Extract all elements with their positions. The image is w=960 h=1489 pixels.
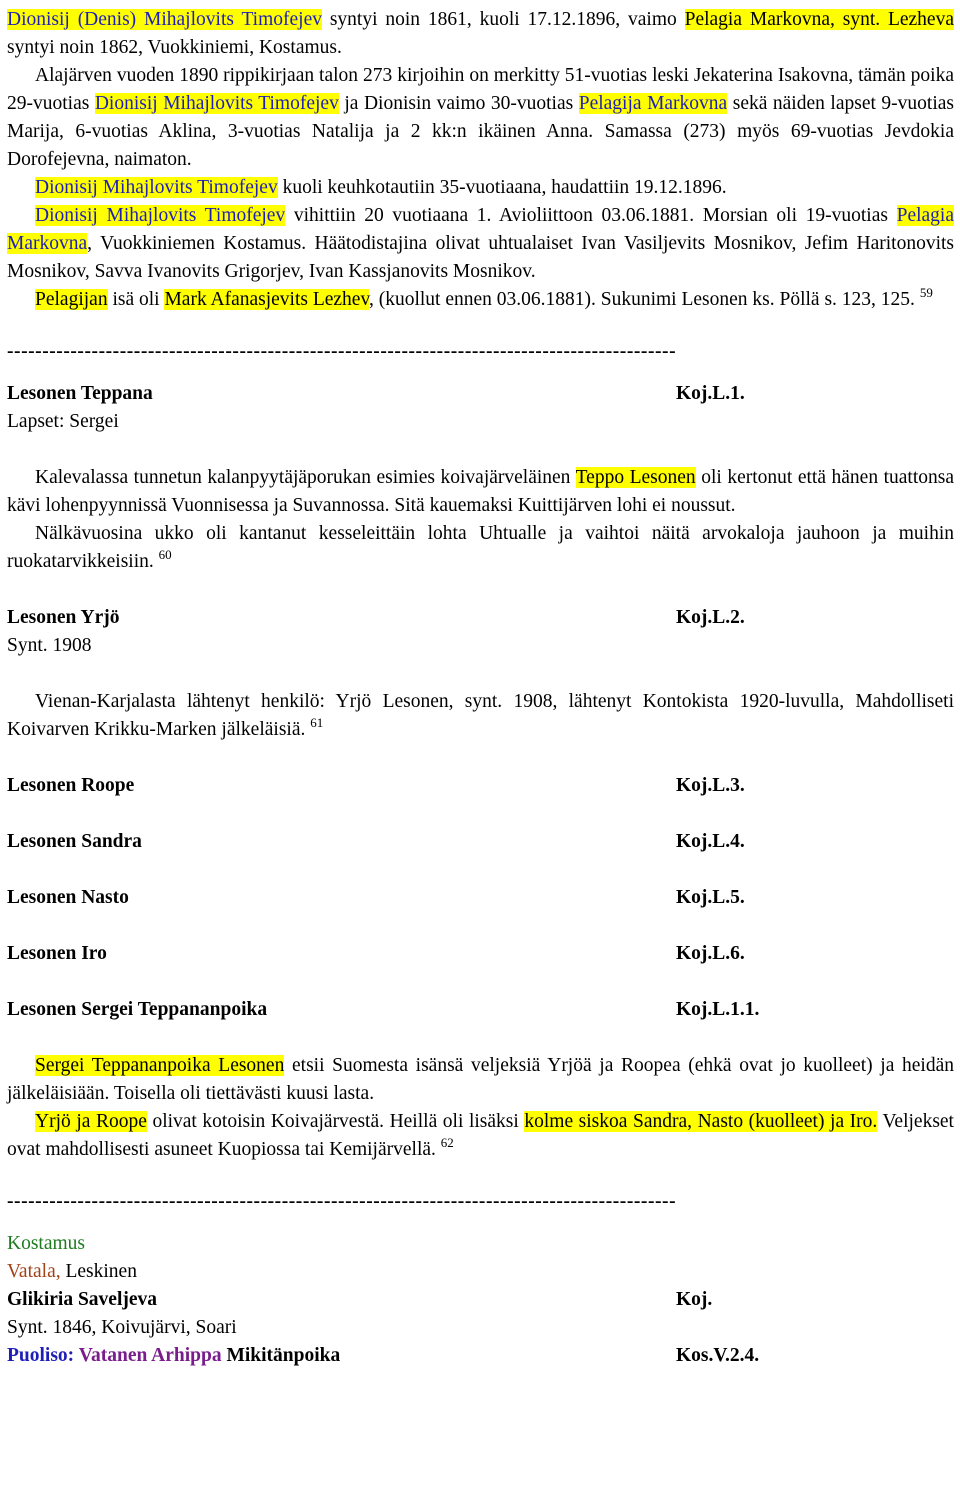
text: etsii Suomesta isänsä veljeksiä Yrjöä ja Roopea (ehkä ovat jo kuolleet) ja heidän jälkeläisiään. Toisella oli tiettävästi kuusi lasta. [7,1055,954,1104]
text: isä oli [107,289,165,310]
text: olivat kotoisin Koivajärvestä. Heillä oli lisäksi [146,1111,525,1132]
person-header [7,772,954,800]
text: Leskinen [60,1261,137,1282]
person-code: Koj.L.1.1. [676,999,760,1020]
name-pelagijan: Pelagijan [35,289,108,310]
family-line [7,1258,954,1286]
paragraph-teppana [7,464,954,520]
text: kuoli keuhkotautiin 35-vuotiaana, haudattiin 19.12.1896. [277,177,727,198]
separator-line: ----------------------------------------------------------------------------------------------- [7,341,677,362]
person-header [7,828,954,856]
person-name: Glikiria Saveljeva [7,1289,158,1310]
name-dionisij: Dionisij Mihajlovits Timofejev [35,177,278,198]
spouse-code: Kos.V.2.4. [676,1345,760,1366]
person-born: Synt. 1908 [7,635,92,656]
spouse-label: Puoliso: [7,1345,79,1366]
paragraph-father [7,286,954,314]
name-sergei: Sergei Teppananpoika Lesonen [35,1055,285,1076]
paragraph-marriage [7,202,954,286]
text: oli kertonut että hänen tuattonsa kävi lohenpyynnissä Vuonnisessa ja Suvannossa. Sitä kauemaksi Kuittijärven lohi ei noussut. [7,467,954,516]
name-dionisij: Dionisij Mihajlovits Timofejev [35,205,286,226]
text: Veljekset ovat mahdollisesti asuneet Kuopiossa tai Kemijärvellä. [7,1111,954,1160]
name-pelagija: Pelagija Markovna [578,93,728,114]
footnote-ref: 61 [310,715,324,730]
person-name: Lesonen Iro [7,943,107,964]
name-dionisij: Dionisij Mihajlovits Timofejev [94,93,339,114]
separator-line: ----------------------------------------------------------------------------------------------- [7,1191,677,1212]
text: syntyi noin 1861, kuoli 17.12.1896, vaimo [321,9,685,30]
name-yrjo-roope: Yrjö ja Roope [35,1111,147,1132]
spouse-patronymic: Mikitänpoika [221,1345,341,1366]
family-name: Vatala, [7,1261,61,1282]
person-born: Synt. 1846, Koivujärvi, Soari [7,1317,237,1338]
footnote-ref: 59 [919,285,933,300]
document-page [7,0,954,1370]
person-children: Lapset: Sergei [7,411,119,432]
person-header [7,884,954,912]
text: , (kuollut ennen 03.06.1881). Sukunimi Lesonen ks. Pöllä s. 123, 125. [368,289,920,310]
place-name: Kostamus [7,1233,85,1254]
sisters-highlight: kolme siskoa Sandra, Nasto (kuolleet) ja Iro. [524,1111,878,1132]
text: , Vuokkiniemen Kostamus. Häätodistajina olivat uhtualaiset Ivan Vasiljevits Mosnikov, Jefim Haritonovits Mosnikov, Savva Ivanovits Grigorjev, Ivan Kassjanovits Mosnikov. [7,233,954,282]
name-dionisij: Dionisij (Denis) Mihajlovits Timofejev [7,9,322,30]
paragraph-dionisij-intro [7,6,954,62]
person-header [7,380,954,408]
person-code: Koj.L.5. [676,887,745,908]
person-header [7,996,954,1024]
person-code: Koj.L.2. [676,607,745,628]
paragraph-famine [7,520,954,576]
paragraph-brothers [7,1108,954,1164]
person-code: Koj.L.6. [676,943,745,964]
person-name: Lesonen Nasto [7,887,129,908]
person-name: Lesonen Sergei Teppananpoika [7,999,268,1020]
text: Kalevalassa tunnetun kalanpyytäjäporukan esimies koivajärveläinen [35,467,576,488]
person-name: Lesonen Yrjö [7,607,120,628]
person-header [7,940,954,968]
text: Alajärven vuoden 1890 rippikirjaan talon 273 kirjoihin on merkitty 51-vuotias leski Jekaterina Isakovna, tämän poika 29-vuotias [7,65,954,114]
person-code: Koj.L.3. [676,775,745,796]
person-name: Lesonen Sandra [7,831,142,852]
text: ja Dionisin vaimo 30-vuotias [338,93,579,114]
name-mark-lezhev: Mark Afanasjevits Lezhev [164,289,369,310]
text: syntyi noin 1862, Vuokkiniemi, Kostamus. [7,37,342,58]
spouse-line [7,1342,954,1370]
person-header [7,1286,954,1314]
paragraph-death [7,174,954,202]
text: sekä näiden lapset 9-vuotias Marija, 6-vuotias Aklina, 3-vuotias Natalija ja 2 kk:n ikäinen Anna. Samassa (273) myös 69-vuotias Jevdokia Dorofejevna, naimaton. [7,93,954,170]
paragraph-sergei [7,1052,954,1108]
person-code: Koj. [676,1289,713,1310]
text: Nälkävuosina ukko oli kantanut kesseleittäin lohta Uhtualle ja vaihtoi näitä arvokaloja jauhoon ja muihin ruokatarvikkeisiin. [7,523,954,572]
person-header [7,604,954,632]
text: Vienan-Karjalasta lähtenyt henkilö: Yrjö Lesonen, synt. 1908, lähtenyt Kontokista 1920-luvulla, Mahdolliseti Koivarven Krikku-Marken jälkeläisiä. [7,691,954,740]
footnote-ref: 60 [158,547,172,562]
paragraph-yrjo [7,688,954,744]
text: vihittiin 20 vuotiaana 1. Avioliittoon 03.06.1881. Morsian oli 19-vuotias [285,205,897,226]
footnote-ref: 62 [440,1135,454,1150]
name-pelagia: Pelagia Markovna, synt. Lezheva [684,9,954,30]
person-name: Lesonen Roope [7,775,135,796]
person-code: Koj.L.1. [676,383,745,404]
person-name: Lesonen Teppana [7,383,153,404]
name-pelagia: Pelagia Markovna [7,205,954,254]
name-teppo: Teppo Lesonen [575,467,696,488]
spouse-name: Vatanen Arhippa [78,1345,222,1366]
paragraph-church-record [7,62,954,174]
person-code: Koj.L.4. [676,831,745,852]
